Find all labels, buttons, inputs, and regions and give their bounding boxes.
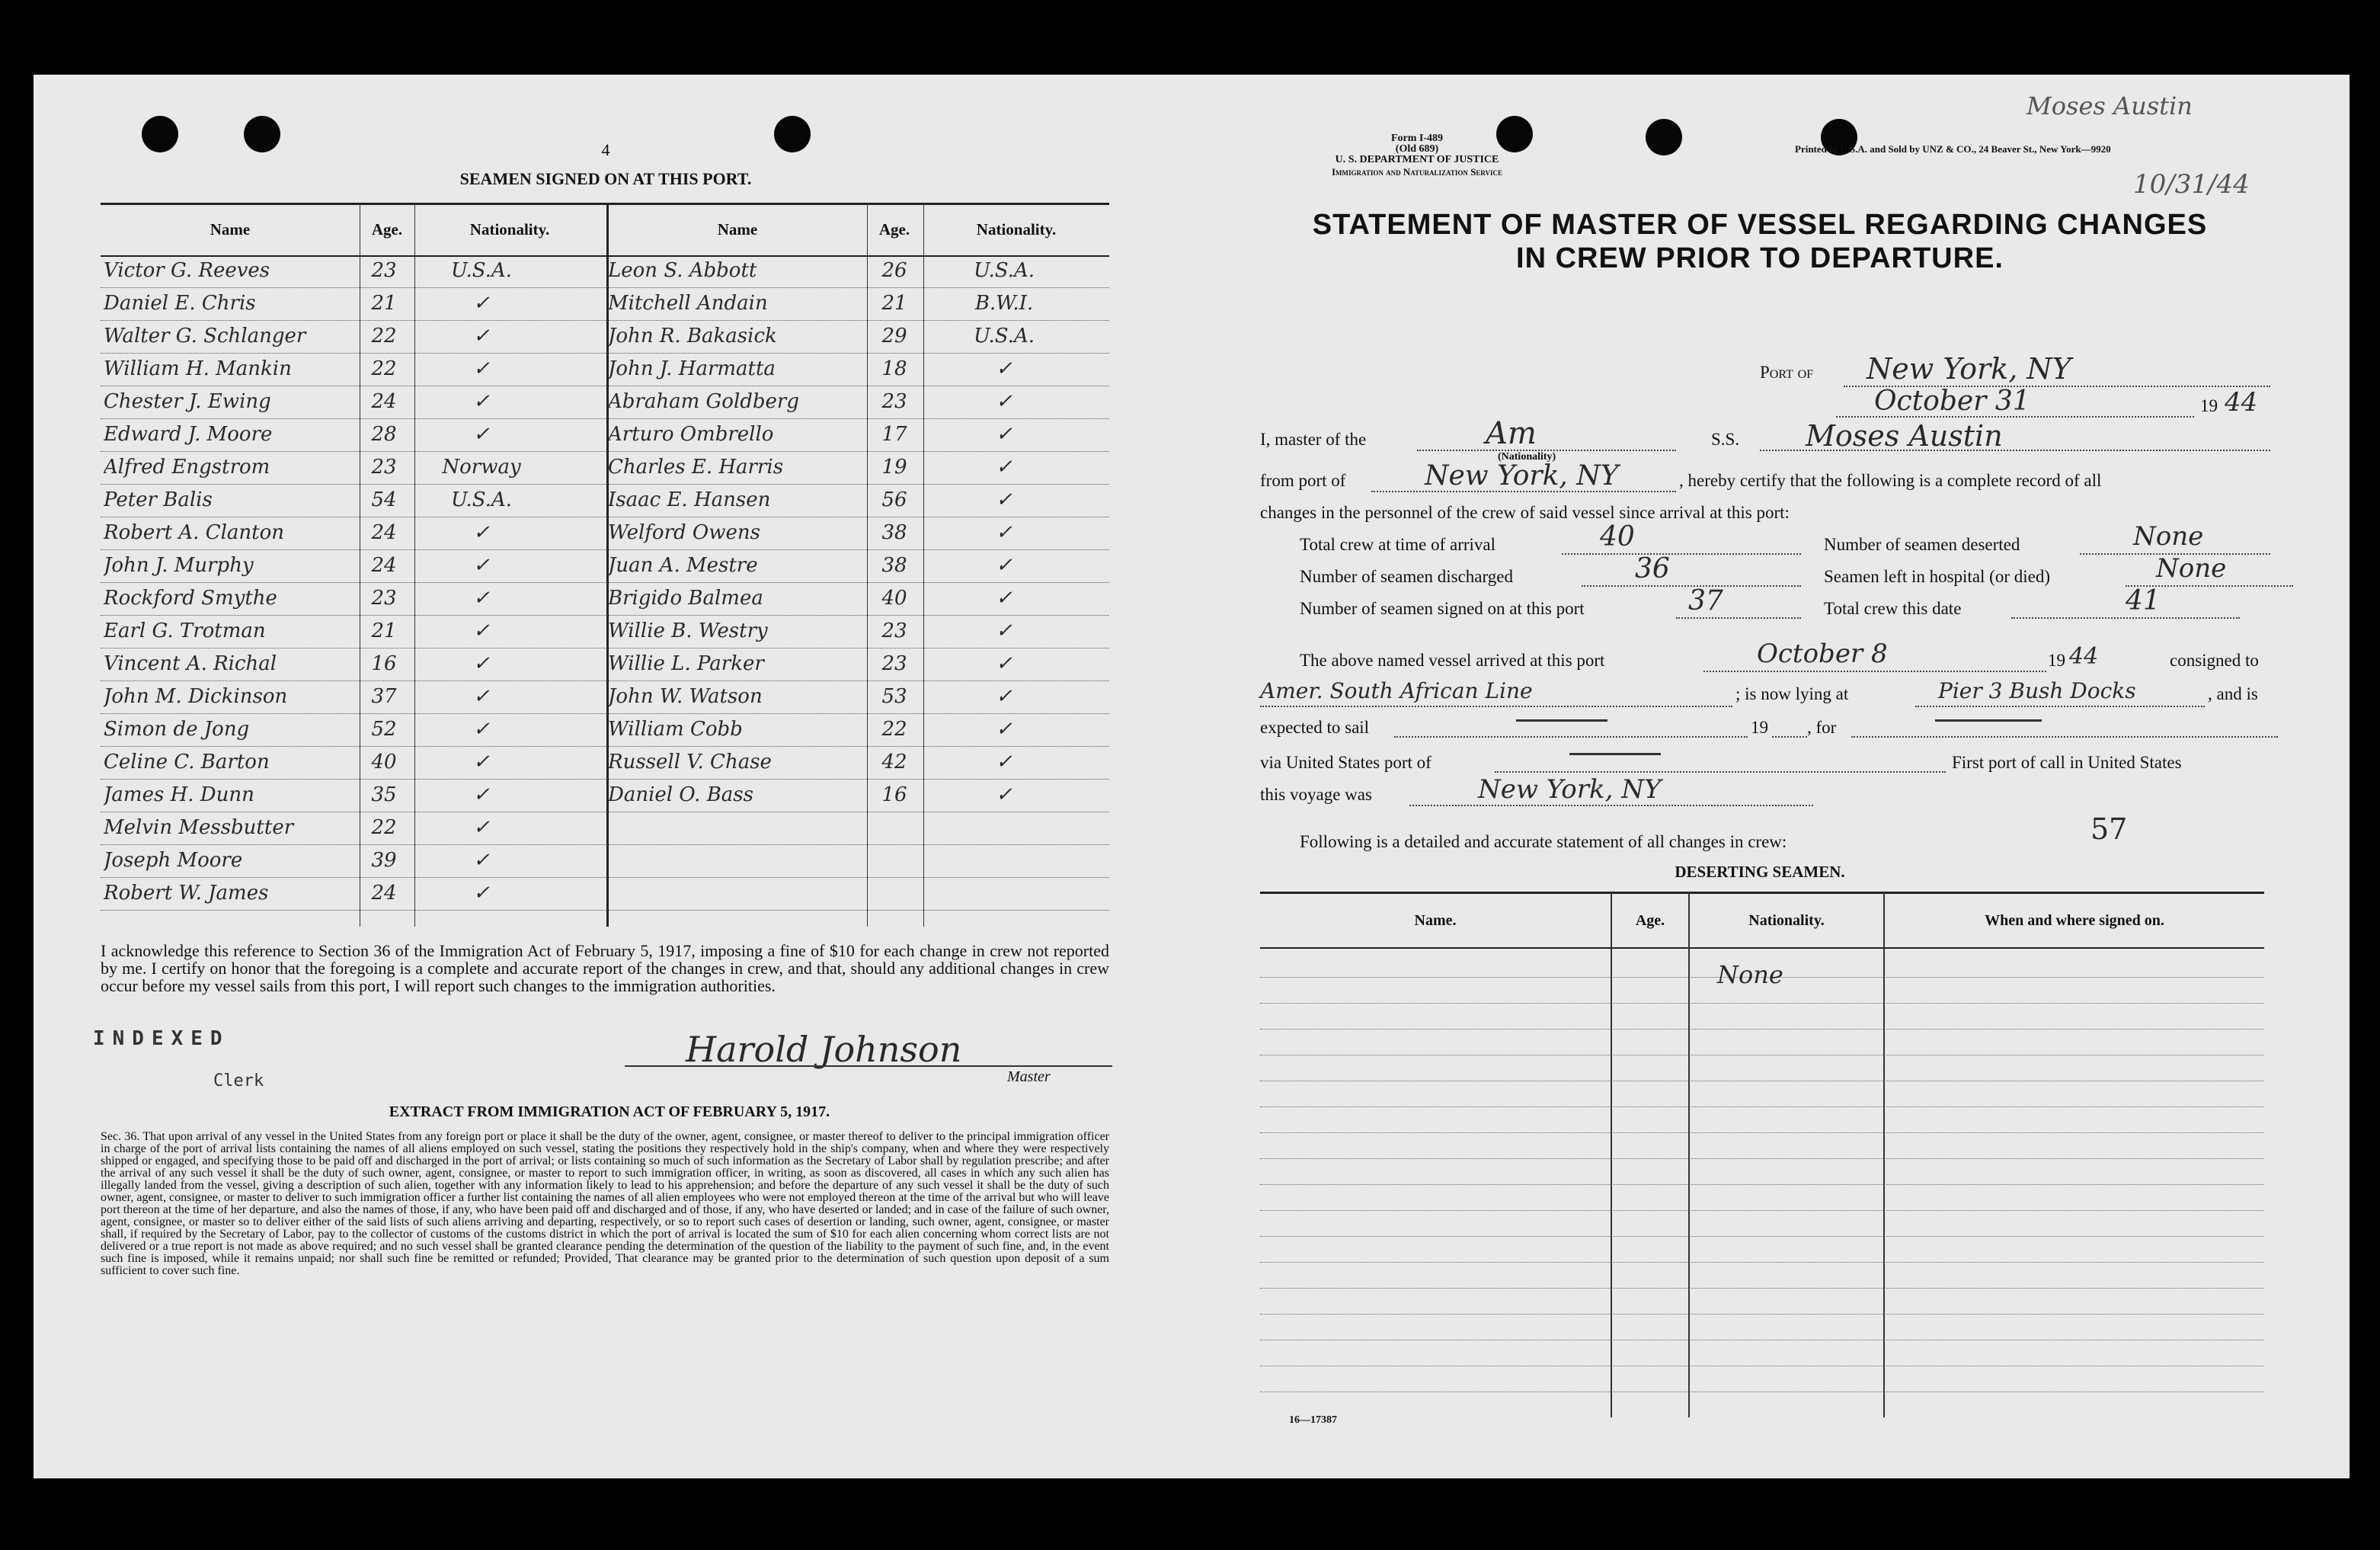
table-row [1260,1314,2264,1315]
table-row [101,255,1109,288]
port-value: New York, NY [1867,352,2071,386]
lying-field [1915,678,2205,707]
crew-name: Robert W. James [104,882,269,905]
changes-text: changes in the personnel of the crew of said vessel since arrival at this port: [1260,503,1790,522]
deserting-title: DESERTING SEAMEN. [1675,863,1845,881]
crew-age: 26 [881,259,907,282]
sail-date-dash [1516,719,1607,722]
crew-name: Celine C. Barton [104,751,270,773]
crew-age: 21 [371,292,397,315]
crew-name: John M. Dickinson [104,685,288,708]
crew-age: 17 [881,423,907,446]
form-old-number: (Old 689) [1395,143,1439,155]
voyage-field [1409,774,1813,806]
col-header-age: Age. [371,220,403,239]
col-header-signed-on: When and where signed on. [1985,912,2164,929]
crew-age: 40 [881,587,907,610]
table-header [101,203,1109,257]
from-port-value: New York, NY [1425,460,1619,492]
table-row [101,844,1109,878]
year-prefix: 19 [2200,396,2218,415]
crew-nationality: ✓ [996,718,1012,741]
crew-nationality: ✓ [473,718,490,741]
crew-age: 52 [371,718,397,741]
crew-signed-on-table [101,203,1109,927]
punch-hole [244,116,280,152]
crew-nationality: ✓ [996,390,1012,413]
crew-nationality: ✓ [473,587,490,610]
crew-name: Mitchell Andain [608,292,768,315]
extract-title: EXTRACT FROM IMMIGRATION ACT OF FEBRUARY 5, 1917. [389,1103,830,1120]
indexed-stamp: INDEXED [93,1027,230,1050]
expected-label: expected to sail [1260,718,1370,737]
voyage-value: New York, NY [1478,774,1662,805]
table-row [101,353,1109,386]
total-crew-date-label: Total crew this date [1824,599,1962,618]
discharged-field [1582,553,1801,587]
date-value: October 31 [1874,386,2030,417]
certify-text: , hereby certify that the following is a complete record of all [1679,471,2102,490]
crew-age: 24 [371,554,397,577]
crew-nationality: U.S.A. [974,325,1035,347]
crew-name: Peter Balis [104,488,213,511]
signed-on-value: 37 [1688,585,1723,616]
total-crew-date-value: 41 [2126,585,2161,616]
crew-nationality: ✓ [996,357,1012,380]
crew-age: 23 [371,587,397,610]
via-dash [1569,753,1661,755]
col-header-age: Age. [878,220,910,239]
acknowledgement-text: I acknowledge this reference to Section 36 of the Immigration Act of February 5, 1917, imposing a fine of $10 for each change in crew not reported by me. I certify on honor that the foregoing is a complete and accurate report of the changes in crew, and that, should any additional changes in crew occur before my vessel sails from this port, I will report such changes to the immigration authorities. [101,941,1109,995]
col-header-nationality: Nationality. [469,220,550,239]
col-header-name: Name [210,220,251,239]
service-name: Immigration and Naturalization Service [1331,166,1503,178]
crew-nationality: ✓ [473,357,490,380]
crew-name: Brigido Balmea [608,587,763,610]
corner-handwriting: Moses Austin [2027,91,2193,120]
table-row [1260,1262,2264,1263]
signed-on-label: Number of seamen signed on at this port [1300,599,1585,618]
crew-nationality: ✓ [996,685,1012,708]
arrived-year-prefix: 19 [2048,651,2065,670]
total-crew-arrival-value: 40 [1600,521,1635,552]
crew-nationality: Norway [442,456,521,479]
table-row [101,287,1109,321]
crew-name: Willie B. Westry [608,620,768,642]
crew-age: 23 [881,390,907,413]
col-header-nationality: Nationality. [1748,912,1825,929]
crew-nationality: U.S.A. [974,259,1035,282]
crew-name: Daniel O. Bass [608,783,753,806]
crew-name: John R. Bakasick [608,325,777,347]
via-field [1495,750,1946,773]
table-row [101,418,1109,452]
printer-credit: Printed in U.S.A. and Sold by UNZ & CO., 24 Beaver St., New York—9920 [1795,143,2111,155]
left-page-title: SEAMEN SIGNED ON AT THIS PORT. [459,169,752,188]
crew-nationality: ✓ [473,521,490,544]
form-title-line2: IN CREW PRIOR TO DEPARTURE. [1516,242,2004,274]
crew-nationality: U.S.A. [451,259,512,282]
table-row [1260,1236,2264,1237]
crew-name: Alfred Engstrom [104,456,270,479]
crew-nationality: ✓ [473,620,490,642]
crew-nationality: ✓ [473,325,490,347]
crew-nationality: ✓ [473,292,490,315]
table-row [101,386,1109,419]
table-row [101,582,1109,616]
crew-name: Robert A. Clanton [104,521,285,544]
deserting-seamen-table [1260,892,2264,1417]
crew-name: Arturo Ombrello [608,423,774,446]
clerk-label: Clerk [213,1071,264,1090]
table-row [1260,1391,2264,1392]
crew-name: Vincent A. Richal [104,652,277,675]
crew-age: 42 [881,751,907,773]
crew-name: James H. Dunn [104,783,254,806]
col-header-name: Name [717,220,758,239]
crew-age: 35 [371,783,397,806]
hospital-label: Seamen left in hospital (or died) [1824,567,2051,586]
crew-name: Leon S. Abbott [608,259,757,282]
arrived-value: October 8 [1757,639,1888,669]
crew-name: Russell V. Chase [608,751,772,773]
total-crew-date-field [2011,585,2240,619]
form-footer-number: 16—17387 [1289,1414,1337,1426]
crew-name: Isaac E. Hansen [608,488,771,511]
nationality-value: Am [1486,416,1537,451]
table-row [1260,1106,2264,1107]
crew-name: Rockford Smythe [104,587,277,610]
table-row [101,746,1109,780]
crew-nationality: ✓ [996,783,1012,806]
crew-name: Joseph Moore [104,849,243,872]
crew-nationality: U.S.A. [451,488,512,511]
table-row [101,615,1109,649]
crew-age: 23 [371,456,397,479]
crew-age: 54 [371,488,397,511]
table-row [1260,1288,2264,1289]
crew-age: 53 [881,685,907,708]
table-row [1260,1132,2264,1133]
lying-value: Pier 3 Bush Docks [1938,678,2136,703]
consigned-label: consigned to [2170,651,2259,670]
for-label: , for [1807,718,1837,737]
crew-name: Daniel E. Chris [104,292,256,315]
crew-age: 39 [371,849,397,872]
following-label: Following is a detailed and accurate statement of all changes in crew: [1300,832,1787,851]
year-value: 44 [2225,387,2258,418]
crew-age: 28 [371,423,397,446]
ss-label: S.S. [1711,430,1740,449]
table-row [101,713,1109,747]
crew-age: 16 [881,783,907,806]
table-header [1260,892,2264,949]
signature-line [625,1065,1112,1067]
crew-age: 23 [881,620,907,642]
punch-hole [1646,119,1682,155]
crew-nationality: ✓ [996,587,1012,610]
crew-name: Welford Owens [608,521,760,544]
table-row [1260,1003,2264,1004]
col-header-age: Age. [1635,912,1665,929]
crew-name: Juan A. Mestre [608,554,758,577]
col-header-name: Name. [1414,912,1457,929]
master-label: Master [1007,1068,1051,1085]
form-title-line1: STATEMENT OF MASTER OF VESSEL REGARDING CHANGES [1312,209,2208,241]
crew-age: 40 [371,751,397,773]
master-of-label: I, master of the [1260,430,1367,449]
nationality-caption: (Nationality) [1498,451,1556,463]
page-count-value: 57 [2090,812,2128,846]
crew-age: 56 [881,488,907,511]
form-number: Form I-489 [1390,133,1444,144]
crew-nationality: ✓ [473,390,490,413]
crew-age: 21 [371,620,397,642]
and-is-label: , and is [2208,684,2258,703]
crew-age: 22 [371,325,397,347]
crew-age: 38 [881,521,907,544]
crew-nationality: ✓ [473,783,490,806]
table-row [101,779,1109,812]
crew-name: Chester J. Ewing [104,390,271,413]
crew-age: 24 [371,882,397,905]
table-row [101,517,1109,550]
signed-on-field [1676,585,1801,619]
sail-year-field [1772,715,1807,738]
crew-name: Simon de Jong [104,718,250,741]
crew-age: 18 [881,357,907,380]
crew-nationality: ✓ [473,685,490,708]
crew-nationality: ✓ [996,423,1012,446]
corner-date: 10/31/44 [2133,169,2250,200]
table-row [101,877,1109,911]
via-label: via United States port of [1260,753,1432,772]
table-row [101,812,1109,845]
table-row [101,648,1109,681]
crew-name: William Cobb [608,718,743,741]
crew-age: 16 [371,652,397,675]
total-crew-arrival-field [1562,521,1801,555]
col-header-nationality: Nationality. [976,220,1057,239]
vessel-name: Moses Austin [1806,419,2003,453]
arrived-field [1703,639,2046,672]
nationality-field [1417,416,1676,451]
crew-nationality: ✓ [996,751,1012,773]
crew-name: Willie L. Parker [608,652,764,675]
deserted-field [2080,521,2270,555]
crew-nationality: ✓ [473,882,490,905]
crew-name: Walter G. Schlanger [104,325,306,347]
date-field [1836,386,2194,418]
deserting-nationality-entry: None [1717,960,1783,989]
crew-name: Edward J. Moore [104,423,273,446]
crew-age: 29 [881,325,907,347]
crew-age: 22 [371,816,397,839]
crew-nationality: ✓ [996,488,1012,511]
crew-age: 22 [881,718,907,741]
crew-age: 23 [371,259,397,282]
punch-hole [1496,116,1533,152]
table-row [1260,1210,2264,1211]
table-row [101,320,1109,354]
sail-destination-dash [1935,719,2042,722]
table-row [1260,1029,2264,1030]
crew-nationality: ✓ [473,423,490,446]
arrived-label: The above named vessel arrived at this port [1300,651,1605,670]
punch-hole [142,116,178,152]
arrived-year-value: 44 [2069,643,2099,670]
port-field [1844,352,2270,387]
punch-hole [774,116,811,152]
crew-name: John J. Murphy [104,554,254,577]
crew-nationality: ✓ [996,620,1012,642]
lying-label: ; is now lying at [1735,684,1849,703]
crew-age: 38 [881,554,907,577]
table-row [101,549,1109,583]
hospital-field [2126,553,2293,587]
crew-nationality: ✓ [473,652,490,675]
crew-age: 21 [881,292,907,315]
crew-name: John W. Watson [608,685,763,708]
crew-age: 22 [371,357,397,380]
page-number: 4 [601,140,610,159]
sail-date-field [1394,715,1748,738]
table-row [101,681,1109,714]
crew-nationality: ✓ [473,816,490,839]
sail-year-prefix: 19 [1751,718,1768,737]
crew-age: 24 [371,521,397,544]
table-row [1260,1184,2264,1185]
consignee-field [1260,678,1732,707]
from-port-label: from port of [1260,471,1346,490]
crew-age: 23 [881,652,907,675]
port-label: Port of [1760,363,1814,382]
crew-nationality: B.W.I. [974,292,1034,315]
crew-nationality: ✓ [996,456,1012,479]
discharged-label: Number of seamen discharged [1300,567,1513,586]
crew-nationality: ✓ [473,849,490,872]
extract-text: Sec. 36. That upon arrival of any vessel in the United States from any foreign port or place it shall be the duty of the owner, agent, consignee, or master thereof to deliver to the principal immigration officer in charge of the port of arrival lists containing the names of all aliens employed on such vessel, stating the positions they respectively hold in the ship's company, when and where they were respectively shipped or engaged, and specifying those to be paid off and discharged in the port of arrival; or lists containing so much of such information as the Secretary of Labor shall by regulation prescribe; and after the arrival of any such vessel it shall be the duty of such owner, agent, consignee, or master to report to such immigration officer, in writing, as soon as discovered, all cases in which any such alien has illegally landed from the vessel, giving a description of such alien, together with any information likely to lead to his apprehension; and before the departure of any such vessel it shall be the duty of such owner, agent, consignee, or master to deliver to such immigration officer a further list containing the names of all alien employees who were not employed thereon at the time of the arrival but who will leave port thereon at the time of her departure, and also the names of those, if any, who have been paid off and discharged and of those, if any, who have deserted or landed; and in case of the failure of such owner, agent, consignee, or master so to deliver either of the said lists of such aliens arriving and departing, respectively, or so to report such cases of desertion or landing, such owner, agent, consignee, or master shall, if required by the Secretary of Labor, pay to the collector of customs of the customs district in which the port of arrival is located the sum of $10 for each alien concerning whom correct lists are not delivered or a true report is not made as above required; and no such vessel shall be granted clearance pending the determination of the question of the liability to the payment of such fine, and, in the event such fine is imposed, while it remains unpaid; nor shall such fine be remitted or refunded; Provided, That clearance may be granted prior to the determination of such question upon deposit of a sum sufficient to cover such fine. [101,1130,1109,1277]
crew-nationality: ✓ [473,554,490,577]
first-port-label: First port of call in United States [1952,753,2182,772]
master-signature: Harold Johnson [686,1029,962,1070]
crew-nationality: ✓ [996,554,1012,577]
deserted-value: None [2133,521,2204,552]
crew-age: 24 [371,390,397,413]
deserted-label: Number of seamen deserted [1824,535,2020,554]
crew-name: Victor G. Reeves [104,259,270,282]
consignee-value: Amer. South African Line [1260,678,1533,703]
crew-name: Charles E. Harris [608,456,784,479]
table-row [101,451,1109,485]
crew-nationality: ✓ [473,751,490,773]
total-crew-arrival-label: Total crew at time of arrival [1300,535,1496,554]
crew-name: Earl G. Trotman [104,620,266,642]
table-row [101,484,1109,517]
crew-name: William H. Mankin [104,357,292,380]
crew-name: John J. Harmatta [608,357,776,380]
vessel-field [1760,419,2270,453]
crew-age: 19 [881,456,907,479]
hospital-value: None [2156,553,2227,584]
discharged-value: 36 [1635,553,1670,584]
crew-name: Melvin Messbutter [104,816,294,839]
voyage-label: this voyage was [1260,785,1372,804]
crew-name: Abraham Goldberg [608,390,799,413]
table-row [1260,1158,2264,1159]
crew-nationality: ✓ [996,521,1012,544]
crew-nationality: ✓ [996,652,1012,675]
from-port-field [1371,460,1676,492]
department-name: U. S. DEPARTMENT OF JUSTICE [1335,154,1499,165]
crew-age: 37 [371,685,397,708]
sail-destination-field [1851,715,2278,738]
